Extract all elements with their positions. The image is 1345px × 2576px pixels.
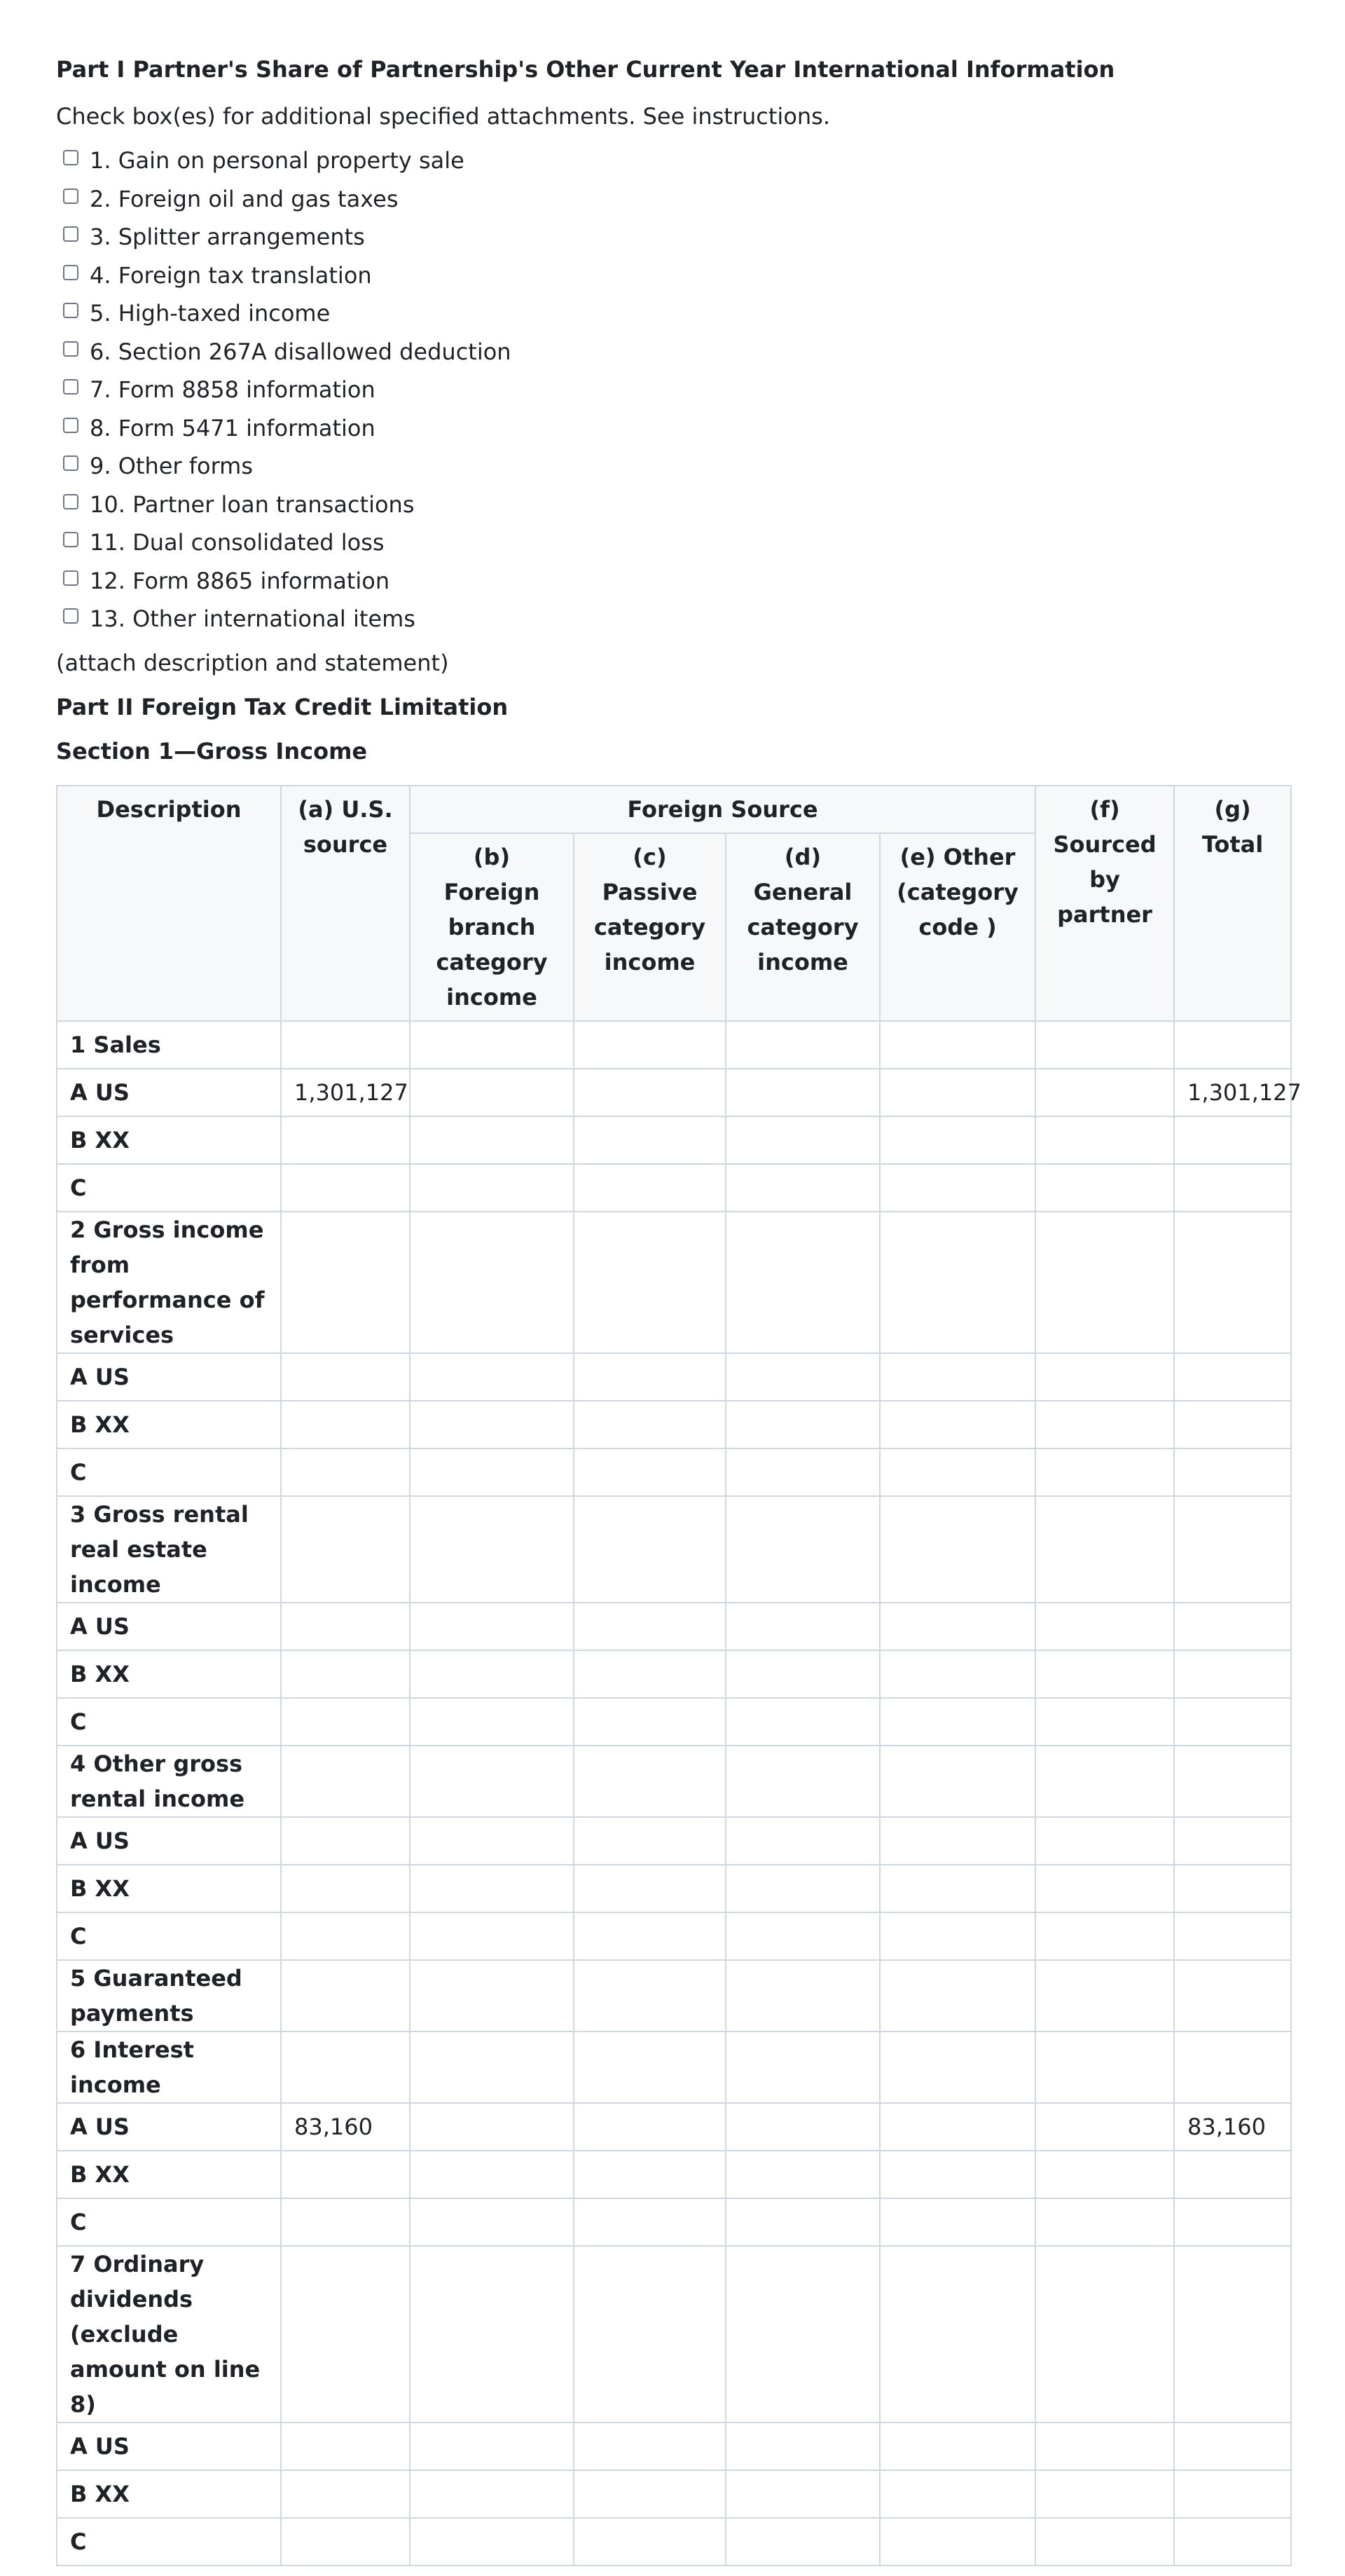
cell-general bbox=[726, 2032, 880, 2103]
cell-general bbox=[726, 1069, 880, 1116]
cell-other-category bbox=[880, 1912, 1035, 1960]
cell-us-source bbox=[281, 1448, 410, 1496]
cell-total bbox=[1174, 1212, 1291, 1353]
cell-general bbox=[726, 1496, 880, 1603]
cell-us-source bbox=[281, 2470, 410, 2518]
attachment-checkbox-item[interactable] bbox=[56, 180, 511, 219]
col-header-general: (d) General category income bbox=[726, 833, 880, 1021]
table-row bbox=[57, 2151, 1291, 2198]
cell-total bbox=[1174, 1960, 1291, 2032]
checkbox[interactable] bbox=[63, 608, 78, 624]
row-label: A US bbox=[57, 1817, 281, 1865]
row-label: C bbox=[57, 2518, 281, 2565]
cell-passive bbox=[574, 2032, 726, 2103]
attachment-checkbox-item[interactable] bbox=[56, 294, 511, 333]
cell-general bbox=[726, 1960, 880, 2032]
cell-foreign-branch bbox=[410, 1912, 574, 1960]
cell-total bbox=[1174, 1817, 1291, 1865]
cell-foreign-branch bbox=[410, 1021, 574, 1069]
cell-total bbox=[1174, 1116, 1291, 1164]
row-label: 6 Interest income bbox=[57, 2032, 281, 2103]
cell-foreign-branch bbox=[410, 1496, 574, 1603]
cell-us-source bbox=[281, 2423, 410, 2470]
cell-us-source bbox=[281, 1912, 410, 1960]
cell-total bbox=[1174, 1401, 1291, 1448]
attachment-checkbox-item[interactable] bbox=[56, 486, 511, 524]
cell-foreign-branch bbox=[410, 1698, 574, 1746]
table-row bbox=[57, 1698, 1291, 1746]
gross-income-table bbox=[56, 785, 1302, 2566]
cell-foreign-branch bbox=[410, 1746, 574, 1817]
cell-sourced-by-partner bbox=[1035, 2518, 1174, 2565]
cell-general bbox=[726, 1912, 880, 1960]
cell-passive bbox=[574, 1865, 726, 1912]
cell-other-category bbox=[880, 2198, 1035, 2246]
table-row bbox=[57, 2103, 1291, 2151]
cell-sourced-by-partner bbox=[1035, 2246, 1174, 2423]
cell-passive bbox=[574, 2423, 726, 2470]
checkbox-label: 6. Section 267A disallowed deduction bbox=[90, 338, 511, 365]
checkbox-label: 7. Form 8858 information bbox=[90, 376, 375, 404]
checkbox[interactable] bbox=[63, 341, 78, 357]
col-header-sourced-by-partner: (f) Sourced by partner bbox=[1035, 786, 1174, 1021]
cell-us-source bbox=[281, 1401, 410, 1448]
cell-other-category bbox=[880, 2151, 1035, 2198]
cell-total bbox=[1174, 1496, 1291, 1603]
row-label: 7 Ordinary dividends (exclude amount on line 8) bbox=[57, 2246, 281, 2423]
cell-sourced-by-partner bbox=[1035, 1960, 1174, 2032]
cell-total bbox=[1174, 1865, 1291, 1912]
cell-other-category bbox=[880, 1817, 1035, 1865]
cell-other-category bbox=[880, 1069, 1035, 1116]
col-header-total: (g) Total bbox=[1174, 786, 1291, 1021]
table-row bbox=[57, 1164, 1291, 1212]
cell-other-category bbox=[880, 1448, 1035, 1496]
cell-total bbox=[1174, 2246, 1291, 2423]
cell-other-category bbox=[880, 1496, 1035, 1603]
cell-general bbox=[726, 1212, 880, 1353]
cell-sourced-by-partner bbox=[1035, 1353, 1174, 1401]
cell-total bbox=[1174, 2423, 1291, 2470]
cell-us-source: 83,160 bbox=[281, 2103, 410, 2151]
row-label: B XX bbox=[57, 1116, 281, 1164]
cell-sourced-by-partner bbox=[1035, 1865, 1174, 1912]
row-label: C bbox=[57, 1912, 281, 1960]
cell-total bbox=[1174, 1164, 1291, 1212]
part1-heading: Part I Partner's Share of Partnership's Other Current Year International Information bbox=[56, 56, 1115, 83]
cell-sourced-by-partner bbox=[1035, 2423, 1174, 2470]
cell-total bbox=[1174, 1698, 1291, 1746]
cell-sourced-by-partner bbox=[1035, 1912, 1174, 1960]
attachments-instruction: Check box(es) for additional specified attachments. See instructions. bbox=[56, 103, 831, 130]
cell-sourced-by-partner bbox=[1035, 1448, 1174, 1496]
col-header-description: Description bbox=[57, 786, 281, 1021]
table-row bbox=[57, 1021, 1291, 1069]
checkbox-label: 2. Foreign oil and gas taxes bbox=[90, 185, 399, 212]
cell-us-source bbox=[281, 1650, 410, 1698]
row-label: 4 Other gross rental income bbox=[57, 1746, 281, 1817]
cell-us-source bbox=[281, 1496, 410, 1603]
checkbox-label: 5. High-taxed income bbox=[90, 300, 331, 327]
cell-us-source bbox=[281, 1021, 410, 1069]
cell-other-category bbox=[880, 1603, 1035, 1650]
table-row bbox=[57, 2246, 1291, 2423]
cell-other-category bbox=[880, 1021, 1035, 1069]
cell-foreign-branch bbox=[410, 1164, 574, 1212]
cell-total: 83,160 bbox=[1174, 2103, 1291, 2151]
cell-passive bbox=[574, 2246, 726, 2423]
cell-other-category bbox=[880, 2470, 1035, 2518]
cell-sourced-by-partner bbox=[1035, 2198, 1174, 2246]
col-header-passive: (c) Passive category income bbox=[574, 833, 726, 1021]
cell-foreign-branch bbox=[410, 1650, 574, 1698]
cell-sourced-by-partner bbox=[1035, 1401, 1174, 1448]
cell-other-category bbox=[880, 2518, 1035, 2565]
table-row bbox=[57, 1912, 1291, 1960]
cell-us-source bbox=[281, 1353, 410, 1401]
cell-foreign-branch bbox=[410, 1401, 574, 1448]
cell-foreign-branch bbox=[410, 2470, 574, 2518]
cell-foreign-branch bbox=[410, 1865, 574, 1912]
checkbox[interactable] bbox=[63, 494, 78, 509]
cell-other-category bbox=[880, 1650, 1035, 1698]
cell-general bbox=[726, 2151, 880, 2198]
table-row bbox=[57, 1746, 1291, 1817]
attachment-checkbox-item[interactable] bbox=[56, 562, 511, 601]
cell-us-source bbox=[281, 1698, 410, 1746]
cell-general bbox=[726, 1865, 880, 1912]
cell-general bbox=[726, 2103, 880, 2151]
cell-general bbox=[726, 1021, 880, 1069]
cell-general bbox=[726, 2246, 880, 2423]
table-row bbox=[57, 1401, 1291, 1448]
cell-sourced-by-partner bbox=[1035, 1746, 1174, 1817]
table-row bbox=[57, 1603, 1291, 1650]
attachment-checkbox-item[interactable] bbox=[56, 523, 511, 562]
cell-foreign-branch bbox=[410, 2246, 574, 2423]
cell-foreign-branch bbox=[410, 1116, 574, 1164]
cell-us-source bbox=[281, 1116, 410, 1164]
cell-foreign-branch bbox=[410, 1817, 574, 1865]
cell-us-source bbox=[281, 1164, 410, 1212]
cell-sourced-by-partner bbox=[1035, 1650, 1174, 1698]
checkbox-label: 1. Gain on personal property sale bbox=[90, 147, 464, 174]
row-label: B XX bbox=[57, 2470, 281, 2518]
cell-other-category bbox=[880, 1164, 1035, 1212]
row-label: C bbox=[57, 1448, 281, 1496]
cell-passive bbox=[574, 2198, 726, 2246]
cell-general bbox=[726, 1164, 880, 1212]
table-row bbox=[57, 1817, 1291, 1865]
table-row bbox=[57, 2032, 1291, 2103]
cell-other-category bbox=[880, 2246, 1035, 2423]
table-row bbox=[57, 1960, 1291, 2032]
col-header-us-source: (a) U.S. source bbox=[281, 786, 410, 1021]
checkbox[interactable] bbox=[63, 418, 78, 433]
cell-other-category bbox=[880, 2032, 1035, 2103]
cell-passive bbox=[574, 1817, 726, 1865]
section1-heading: Section 1—Gross Income bbox=[56, 738, 368, 765]
cell-us-source bbox=[281, 1865, 410, 1912]
checkbox-label: 9. Other forms bbox=[90, 453, 254, 480]
checkbox-label: 12. Form 8865 information bbox=[90, 567, 390, 594]
cell-foreign-branch bbox=[410, 1603, 574, 1650]
cell-sourced-by-partner bbox=[1035, 1212, 1174, 1353]
row-label: A US bbox=[57, 2423, 281, 2470]
cell-other-category bbox=[880, 2103, 1035, 2151]
attachments-checkbox-list bbox=[56, 142, 511, 638]
cell-general bbox=[726, 1746, 880, 1817]
cell-foreign-branch bbox=[410, 1448, 574, 1496]
row-label: B XX bbox=[57, 1401, 281, 1448]
cell-total bbox=[1174, 2151, 1291, 2198]
checkbox[interactable] bbox=[63, 379, 78, 395]
part2-heading: Part II Foreign Tax Credit Limitation bbox=[56, 694, 509, 720]
cell-general bbox=[726, 2470, 880, 2518]
cell-us-source bbox=[281, 2246, 410, 2423]
cell-general bbox=[726, 1353, 880, 1401]
attachment-checkbox-item[interactable] bbox=[56, 218, 511, 256]
cell-us-source bbox=[281, 2151, 410, 2198]
row-label: 3 Gross rental real estate income bbox=[57, 1496, 281, 1603]
attachment-checkbox-item[interactable] bbox=[56, 600, 511, 638]
cell-foreign-branch bbox=[410, 1212, 574, 1353]
cell-passive bbox=[574, 2470, 726, 2518]
cell-other-category bbox=[880, 1401, 1035, 1448]
cell-us-source bbox=[281, 1746, 410, 1817]
attachment-checkbox-item[interactable] bbox=[56, 409, 511, 448]
cell-passive bbox=[574, 1650, 726, 1698]
row-label: A US bbox=[57, 1603, 281, 1650]
cell-passive bbox=[574, 1448, 726, 1496]
checkbox-label: 10. Partner loan transactions bbox=[90, 491, 415, 518]
cell-total bbox=[1174, 1603, 1291, 1650]
cell-general bbox=[726, 1603, 880, 1650]
cell-us-source: 1,301,127 bbox=[281, 1069, 410, 1116]
cell-total bbox=[1174, 1448, 1291, 1496]
row-label: C bbox=[57, 1698, 281, 1746]
checkbox-label: 3. Splitter arrangements bbox=[90, 224, 365, 251]
cell-foreign-branch bbox=[410, 2032, 574, 2103]
cell-foreign-branch bbox=[410, 2198, 574, 2246]
cell-passive bbox=[574, 2103, 726, 2151]
row-label: A US bbox=[57, 1353, 281, 1401]
col-header-foreign-source: Foreign Source bbox=[410, 786, 1035, 833]
attach-note: (attach description and statement) bbox=[56, 650, 449, 676]
table-row bbox=[57, 1069, 1291, 1116]
table-row bbox=[57, 1353, 1291, 1401]
cell-us-source bbox=[281, 2032, 410, 2103]
cell-other-category bbox=[880, 1116, 1035, 1164]
row-label: 2 Gross income from performance of services bbox=[57, 1212, 281, 1353]
cell-foreign-branch bbox=[410, 2423, 574, 2470]
cell-general bbox=[726, 1698, 880, 1746]
row-label: B XX bbox=[57, 1865, 281, 1912]
cell-total bbox=[1174, 1353, 1291, 1401]
cell-sourced-by-partner bbox=[1035, 1496, 1174, 1603]
cell-sourced-by-partner bbox=[1035, 1069, 1174, 1116]
table-row bbox=[57, 2518, 1291, 2565]
row-label: 1 Sales bbox=[57, 1021, 281, 1069]
checkbox[interactable] bbox=[63, 303, 78, 318]
cell-passive bbox=[574, 1746, 726, 1817]
cell-us-source bbox=[281, 1212, 410, 1353]
table-row bbox=[57, 2198, 1291, 2246]
cell-us-source bbox=[281, 2198, 410, 2246]
row-label: B XX bbox=[57, 2151, 281, 2198]
table-row bbox=[57, 2423, 1291, 2470]
cell-total bbox=[1174, 2198, 1291, 2246]
cell-passive bbox=[574, 1960, 726, 2032]
cell-total bbox=[1174, 2518, 1291, 2565]
table-row bbox=[57, 1865, 1291, 1912]
cell-foreign-branch bbox=[410, 2103, 574, 2151]
cell-general bbox=[726, 1448, 880, 1496]
cell-passive bbox=[574, 2151, 726, 2198]
attachment-checkbox-item[interactable] bbox=[56, 142, 511, 180]
cell-passive bbox=[574, 1069, 726, 1116]
cell-sourced-by-partner bbox=[1035, 2470, 1174, 2518]
cell-sourced-by-partner bbox=[1035, 1116, 1174, 1164]
row-label: A US bbox=[57, 1069, 281, 1116]
checkbox[interactable] bbox=[63, 532, 78, 547]
cell-other-category bbox=[880, 1212, 1035, 1353]
cell-total bbox=[1174, 2032, 1291, 2103]
cell-foreign-branch bbox=[410, 1353, 574, 1401]
table-row bbox=[57, 1448, 1291, 1496]
col-header-other-category: (e) Other (category code ) bbox=[880, 833, 1035, 1021]
row-label: A US bbox=[57, 2103, 281, 2151]
checkbox-label: 4. Foreign tax translation bbox=[90, 261, 372, 289]
attachment-checkbox-item[interactable] bbox=[56, 371, 511, 409]
cell-sourced-by-partner bbox=[1035, 1164, 1174, 1212]
table-row bbox=[57, 1496, 1291, 1603]
attachment-checkbox-item[interactable] bbox=[56, 333, 511, 371]
checkbox-label: 13. Other international items bbox=[90, 605, 415, 633]
cell-passive bbox=[574, 1603, 726, 1650]
cell-foreign-branch bbox=[410, 2151, 574, 2198]
checkbox-label: 8. Form 5471 information bbox=[90, 414, 375, 441]
cell-sourced-by-partner bbox=[1035, 1603, 1174, 1650]
cell-sourced-by-partner bbox=[1035, 2032, 1174, 2103]
cell-passive bbox=[574, 2518, 726, 2565]
cell-general bbox=[726, 1116, 880, 1164]
cell-passive bbox=[574, 1353, 726, 1401]
cell-other-category bbox=[880, 1865, 1035, 1912]
cell-passive bbox=[574, 1164, 726, 1212]
cell-other-category bbox=[880, 1353, 1035, 1401]
checkbox[interactable] bbox=[63, 150, 78, 165]
cell-foreign-branch bbox=[410, 2518, 574, 2565]
cell-passive bbox=[574, 1698, 726, 1746]
checkbox[interactable] bbox=[63, 226, 78, 242]
cell-general bbox=[726, 1401, 880, 1448]
cell-total bbox=[1174, 1021, 1291, 1069]
table-row bbox=[57, 2470, 1291, 2518]
cell-passive bbox=[574, 1496, 726, 1603]
table-row bbox=[57, 1116, 1291, 1164]
cell-other-category bbox=[880, 1746, 1035, 1817]
gross-income-table-body bbox=[57, 1021, 1302, 2565]
cell-general bbox=[726, 1650, 880, 1698]
attachment-checkbox-item[interactable] bbox=[56, 447, 511, 486]
checkbox[interactable] bbox=[63, 570, 78, 586]
checkbox[interactable] bbox=[63, 455, 78, 471]
checkbox-label: 11. Dual consolidated loss bbox=[90, 529, 385, 556]
cell-passive bbox=[574, 1401, 726, 1448]
row-label: B XX bbox=[57, 1650, 281, 1698]
cell-us-source bbox=[281, 1960, 410, 2032]
checkbox[interactable] bbox=[63, 189, 78, 204]
cell-other-category bbox=[880, 2423, 1035, 2470]
cell-sourced-by-partner bbox=[1035, 1021, 1174, 1069]
cell-us-source bbox=[281, 2518, 410, 2565]
cell-us-source bbox=[281, 1817, 410, 1865]
cell-sourced-by-partner bbox=[1035, 1817, 1174, 1865]
cell-general bbox=[726, 2423, 880, 2470]
cell-sourced-by-partner bbox=[1035, 2151, 1174, 2198]
table-row bbox=[57, 1212, 1291, 1353]
cell-total: 1,301,127 bbox=[1174, 1069, 1291, 1116]
row-label: 5 Guaranteed payments bbox=[57, 1960, 281, 2032]
cell-foreign-branch bbox=[410, 1960, 574, 2032]
table-row bbox=[57, 1650, 1291, 1698]
row-label: C bbox=[57, 2198, 281, 2246]
cell-total bbox=[1174, 1912, 1291, 1960]
cell-general bbox=[726, 2518, 880, 2565]
col-header-foreign-branch: (b) Foreign branch category income bbox=[410, 833, 574, 1021]
row-label: C bbox=[57, 1164, 281, 1212]
cell-passive bbox=[574, 1212, 726, 1353]
cell-foreign-branch bbox=[410, 1069, 574, 1116]
attachment-checkbox-item[interactable] bbox=[56, 256, 511, 295]
cell-general bbox=[726, 2198, 880, 2246]
cell-passive bbox=[574, 1116, 726, 1164]
cell-passive bbox=[574, 1021, 726, 1069]
cell-total bbox=[1174, 2470, 1291, 2518]
cell-other-category bbox=[880, 1698, 1035, 1746]
cell-sourced-by-partner bbox=[1035, 1698, 1174, 1746]
checkbox[interactable] bbox=[63, 265, 78, 280]
cell-general bbox=[726, 1817, 880, 1865]
cell-total bbox=[1174, 1650, 1291, 1698]
cell-passive bbox=[574, 1912, 726, 1960]
cell-us-source bbox=[281, 1603, 410, 1650]
cell-other-category bbox=[880, 1960, 1035, 2032]
cell-total bbox=[1174, 1746, 1291, 1817]
cell-sourced-by-partner bbox=[1035, 2103, 1174, 2151]
